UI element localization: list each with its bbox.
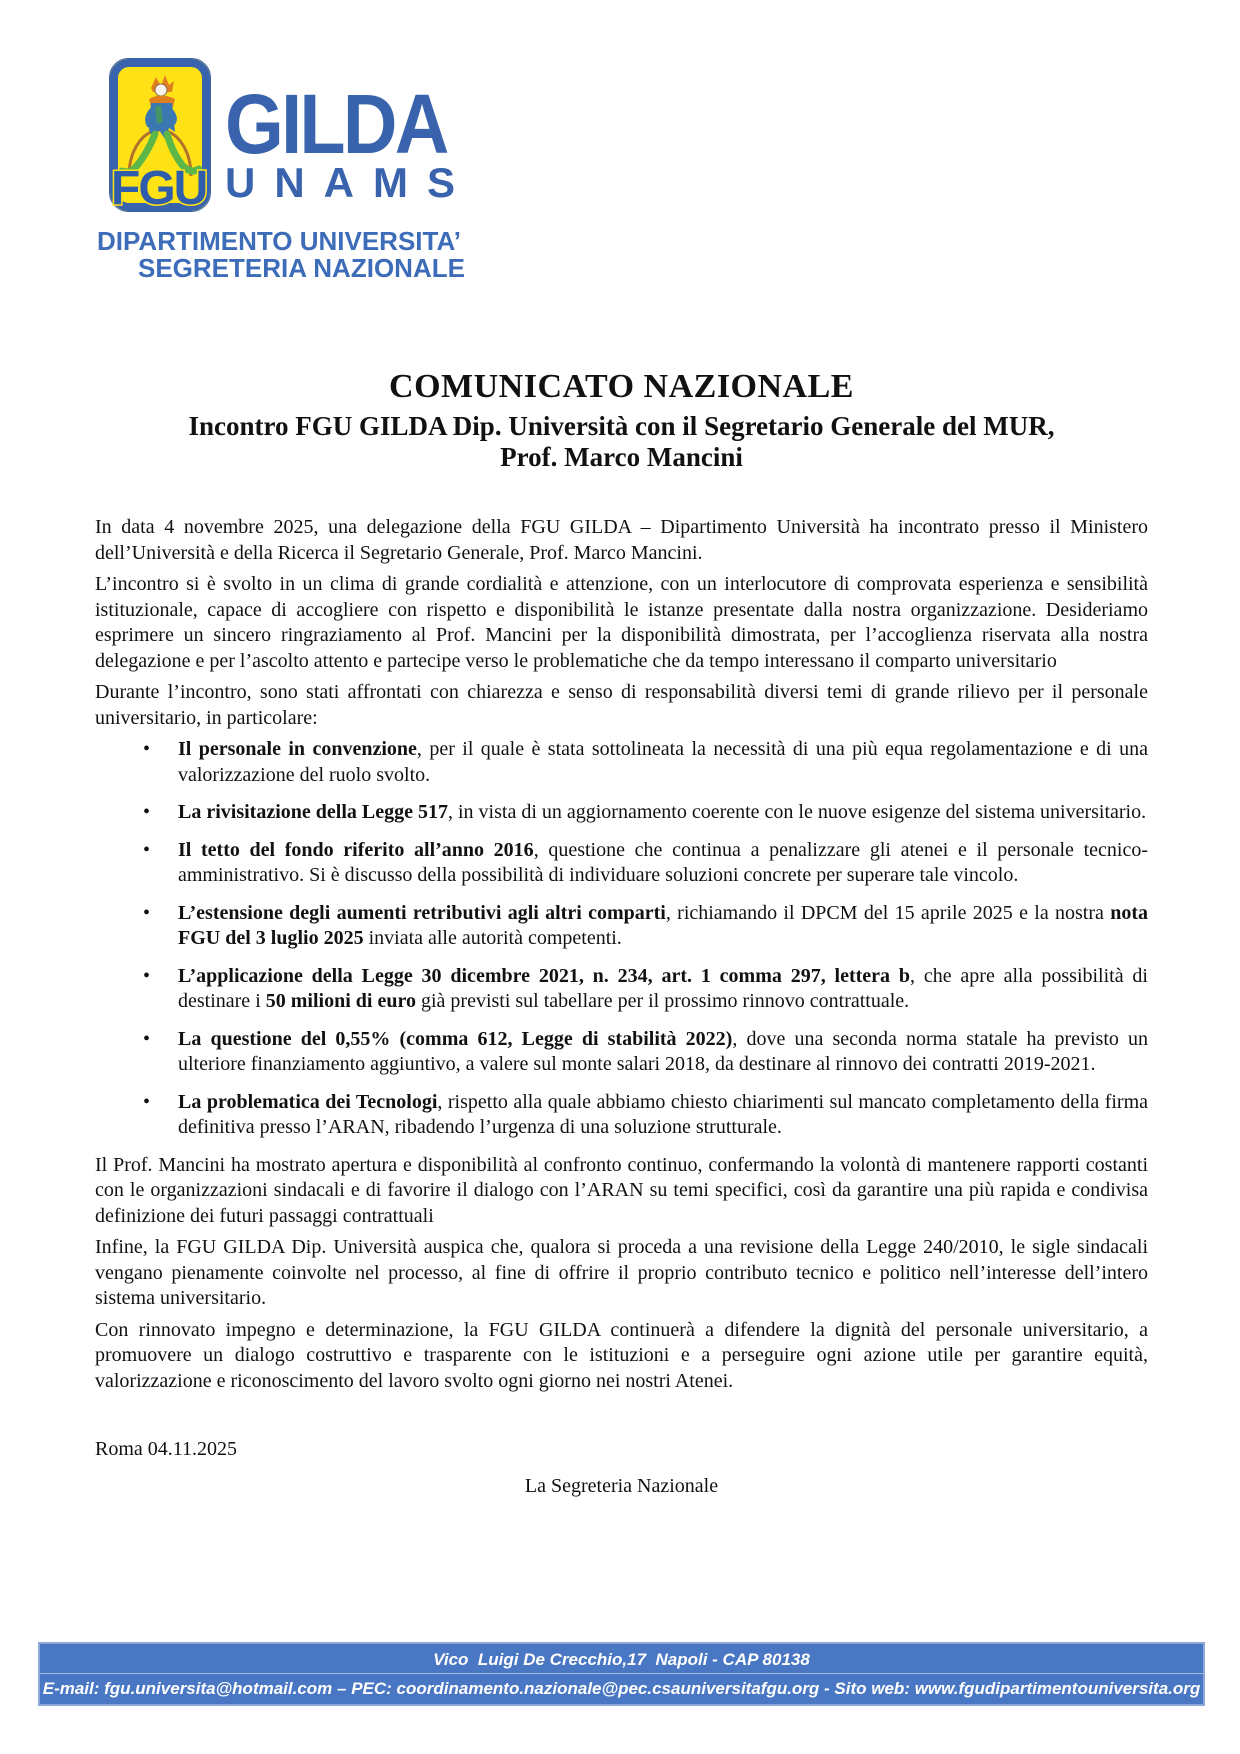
paragraph: L’incontro si è svolto in un clima di grande cordialità e attenzione, con un interlocutore di comprovata esperienza e sensibilità istituzionale, capace di accogliere con rispetto e disponibilità le istanze presentate dalla nostra organizzazione. Desideriamo esprimere un sincero ringraziamento al Prof. Mancini per la disponibilità dimostrata, per l’accoglienza riservata alla nostra delegazione e per l’ascolto attento e partecipe verso le problematiche che da tempo interessano il comparto universitario <box>95 573 1148 672</box>
intro-paragraphs <box>95 515 1148 731</box>
bullet-item: • L’estensione degli aumenti retributivi agli altri comparti, richiamando il DPCM del 15 aprile 2025 e la nostra nota FGU del 3 luglio 2025 inviata alle autorità competenti. <box>178 901 1148 952</box>
logo-block <box>97 58 474 282</box>
date-line: Roma 04.11.2025 <box>95 1438 238 1460</box>
communique-content <box>95 367 1148 1499</box>
footer-bar <box>38 1642 1205 1706</box>
logo-row <box>97 58 474 212</box>
footer-contacts: E-mail: fgu.universita@hotmail.com – PEC: coordinamento.nazionale@pec.csauniversitafgu.org - Sito web: www.fgudipartimentouniversita.org <box>42 1679 1201 1698</box>
bullet-item: • Il tetto del fondo riferito all’anno 2016, questione che continua a penalizzare gli atenei e il personale tecnico-amministrativo. Si è discusso della possibilità di individuare soluzioni concrete per superare tale vincolo. <box>178 838 1148 889</box>
topics-list <box>95 737 1148 1141</box>
unams-wordmark: UNAMS <box>225 159 474 206</box>
gilda-wordmark: GILDA <box>225 77 447 171</box>
footer-address: Vico Luigi De Crecchio,17 Napoli - CAP 80138 <box>40 1644 1203 1674</box>
paragraph: Durante l’incontro, sono stati affrontati con chiarezza e senso di responsabilità diversi temi di grande rilievo per il personale universitario, in particolare: <box>95 681 1148 729</box>
closing-paragraphs <box>95 1153 1148 1395</box>
dept-line-universita: DIPARTIMENTO UNIVERSITA’ <box>97 226 462 256</box>
page-title: COMUNICATO NAZIONALE <box>389 368 854 405</box>
paragraph: Con rinnovato impegno e determinazione, la FGU GILDA continuerà a difendere la dignità del personale universitario, a promuovere un dialogo costruttivo e trasparente con le istituzioni e a perseguire ogni azione utile per garantire equità, valorizzazione e riconoscimento del lavoro svolto ogni giorno nei nostri Atenei. <box>95 1318 1148 1392</box>
fgu-wordmark: FGU <box>111 162 207 212</box>
subtitle-line-2: Prof. Marco Mancini <box>500 442 743 472</box>
signature-line: La Segreteria Nazionale <box>524 1475 719 1497</box>
wordmark-column <box>225 58 474 206</box>
dept-line-segreteria: SEGRETERIA NAZIONALE <box>138 253 465 283</box>
bullet-item: • La rivisitazione della Legge 517, in vista di un aggiornamento coerente con le nuove esigenze del sistema universitario. <box>178 800 1148 826</box>
bullet-item: • La problematica dei Tecnologi, rispetto alla quale abbiamo chiesto chiarimenti sul mancato completamento della firma definitiva presso l’ARAN, ribadendo l’urgenza di una soluzione strutturale. <box>178 1090 1148 1141</box>
bullet-item: • La questione del 0,55% (comma 612, Legge di stabilità 2022), dove una seconda norma statale ha previsto un ulteriore finanziamento aggiuntivo, a valere sul monte salari 2018, da destinare al rinnovo dei contratti 2019-2021. <box>178 1027 1148 1078</box>
bullet-item: • L’applicazione della Legge 30 dicembre 2021, n. 234, art. 1 comma 297, lettera b, che apre alla possibilità di destinare i 50 milioni di euro già previsti sul tabellare per il prossimo rinnovo contrattuale. <box>178 964 1148 1015</box>
paragraph: In data 4 novembre 2025, una delegazione della FGU GILDA – Dipartimento Università ha incontrato presso il Ministero dell’Università e della Ricerca il Segretario Generale, Prof. Marco Mancini. <box>95 516 1148 564</box>
subtitle <box>95 411 1148 473</box>
paragraph: Il Prof. Mancini ha mostrato apertura e disponibilità al confronto continuo, confermando la volontà di mantenere rapporti costanti con le organizzazioni sindacali e di favorire il dialogo con l’ARAN su temi specifici, così da garantire una più rapida e condivisa definizione dei futuri passaggi contrattuali <box>95 1153 1148 1227</box>
subtitle-line-1: Incontro FGU GILDA Dip. Università con il Segretario Generale del MUR, <box>188 411 1055 441</box>
fgu-jester-badge-icon <box>109 58 211 212</box>
bullet-item: • Il personale in convenzione, per il quale è stata sottolineata la necessità di una più equa regolamentazione e di una valorizzazione del ruolo svolto. <box>178 737 1148 788</box>
paragraph: Infine, la FGU GILDA Dip. Università auspica che, qualora si proceda a una revisione della Legge 240/2010, le sigle sindacali vengano pienamente coinvolte nel processo, al fine di offrire il proprio contributo tecnico e politico nell’interesse dell’intero sistema universitario. <box>95 1236 1148 1309</box>
